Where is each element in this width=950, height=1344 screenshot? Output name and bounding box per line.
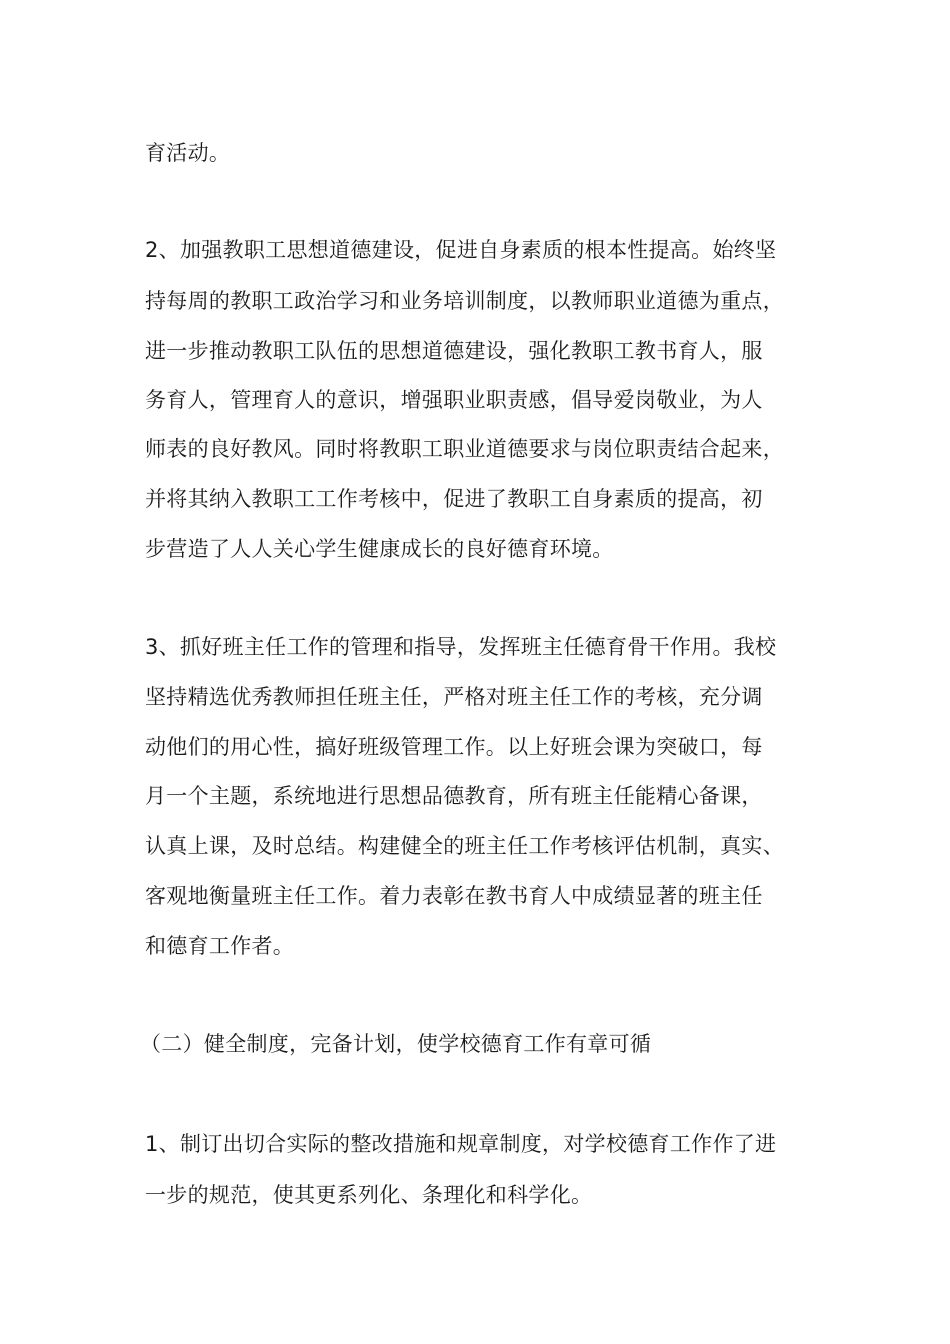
paragraph-line: 持每周的教职工政治学习和业务培训制度，以教师职业道德为重点， xyxy=(145,289,784,313)
paragraph-line: 客观地衡量班主任工作。着力表彰在教书育人中成绩显著的班主任 xyxy=(145,884,763,908)
paragraph-line: 动他们的用心性，搞好班级管理工作。以上好班会课为突破口，每 xyxy=(145,735,763,759)
paragraph-line: 步营造了人人关心学生健康成长的良好德育环境。 xyxy=(145,537,614,561)
paragraph-line: 3、抓好班主任工作的管理和指导，发挥班主任德育骨干作用。我校 xyxy=(145,635,777,659)
paragraph-line: 进一步推动教职工队伍的思想道德建设，强化教职工教书育人，服 xyxy=(145,339,763,363)
section-heading: （二）健全制度，完备计划，使学校德育工作有章可循 xyxy=(140,1032,652,1056)
paragraph-line: 坚持精选优秀教师担任班主任，严格对班主任工作的考核，充分调 xyxy=(145,685,763,709)
paragraph-line: 育活动。 xyxy=(145,141,231,165)
paragraph-line: 一步的规范，使其更系列化、条理化和科学化。 xyxy=(145,1183,593,1207)
paragraph-line: 2、加强教职工思想道德建设，促进自身素质的根本性提高。始终坚 xyxy=(145,238,777,262)
paragraph-line: 月一个主题，系统地进行思想品德教育，所有班主任能精心备课， xyxy=(145,784,763,808)
paragraph-line: 务育人，管理育人的意识，增强职业职责感，倡导爱岗敬业，为人 xyxy=(145,388,763,412)
paragraph-line: 认真上课，及时总结。构建健全的班主任工作考核评估机制，真实、 xyxy=(145,834,784,858)
paragraph-line: 和德育工作者。 xyxy=(145,934,295,958)
paragraph-line: 师表的良好教风。同时将教职工职业道德要求与岗位职责结合起来， xyxy=(145,437,784,461)
paragraph-line: 并将其纳入教职工工作考核中，促进了教职工自身素质的提高，初 xyxy=(145,487,763,511)
paragraph-line: 1、制订出切合实际的整改措施和规章制度，对学校德育工作作了进 xyxy=(145,1132,777,1156)
